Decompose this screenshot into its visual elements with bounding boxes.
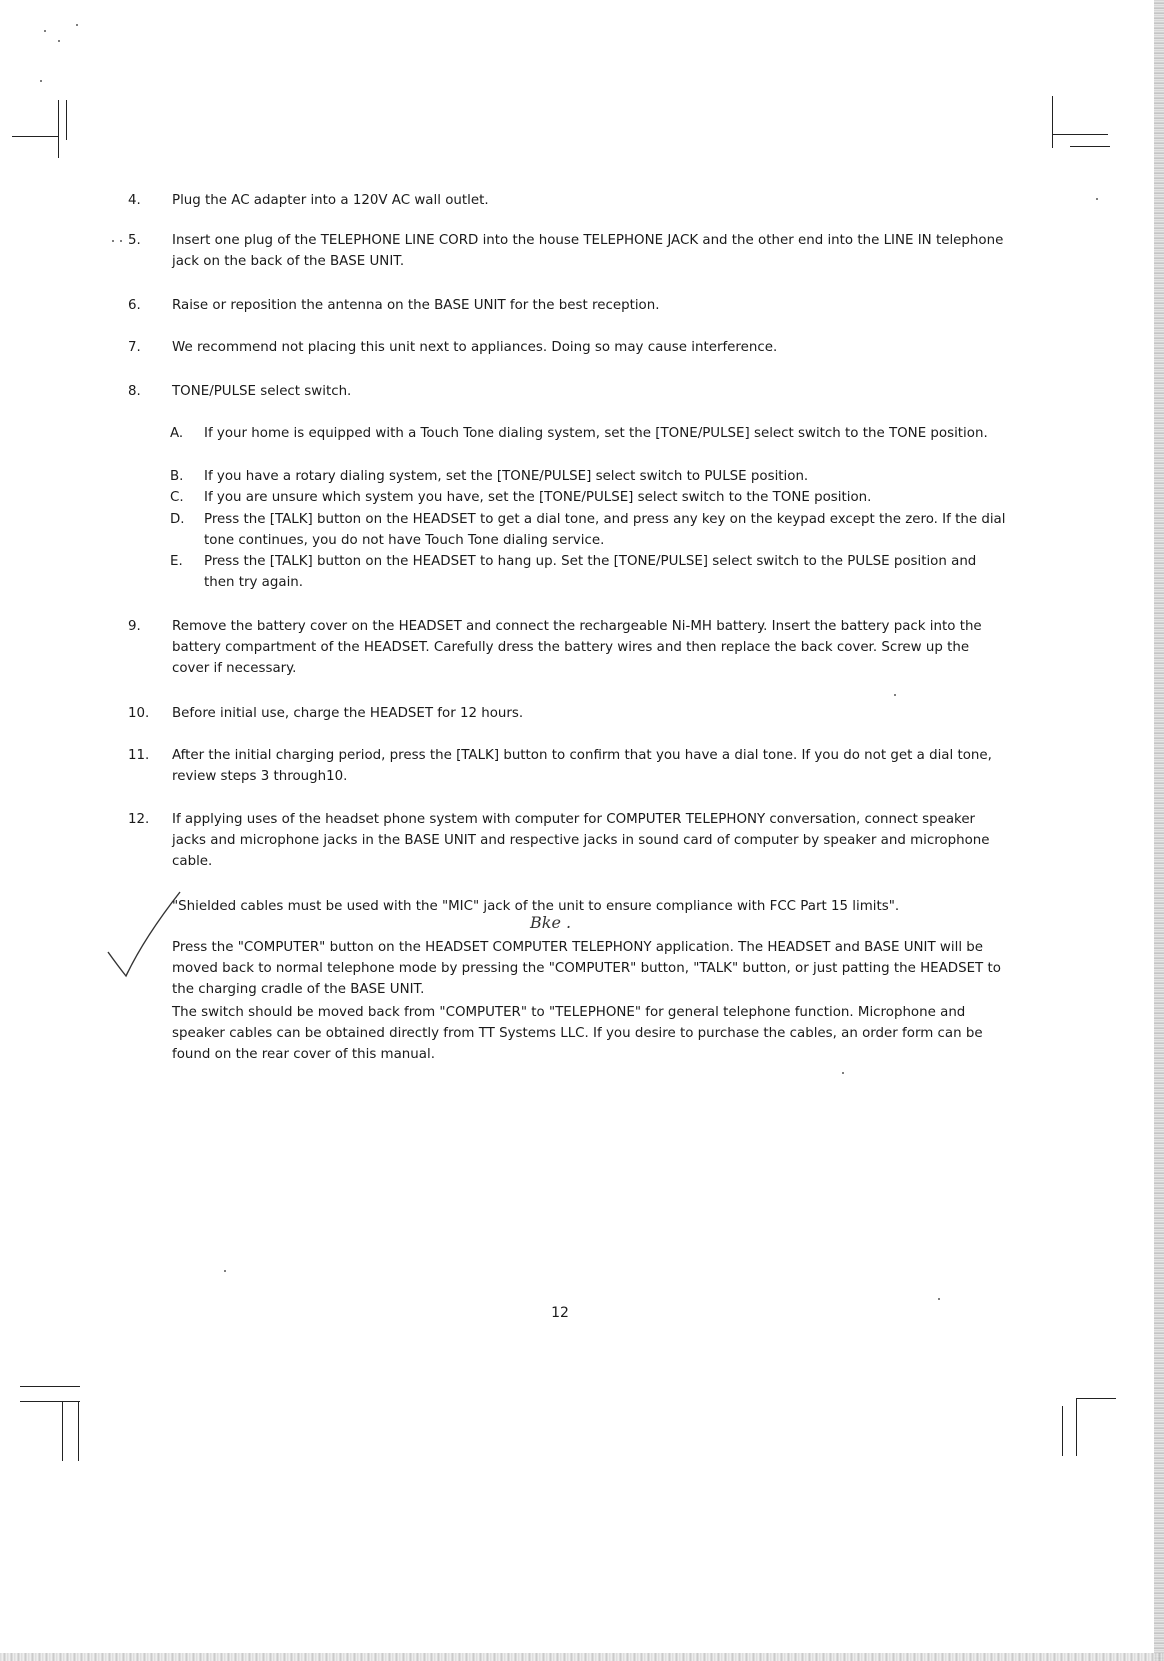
item-number: 11.: [128, 748, 150, 763]
sub-list-item: [170, 487, 1010, 508]
sub-item-letter: D.: [170, 512, 185, 527]
item-text: Before initial use, charge the HEADSET for 12 hours.: [172, 706, 524, 721]
sub-item-text: Press the [TALK] button on the HEADSET to hang up. Set the [TONE/PULSE] select switch to the PULSE position and then try again.: [204, 554, 977, 590]
item-number: 10.: [128, 706, 150, 721]
crop-mark-top-left: [66, 100, 67, 140]
item-text: After the initial charging period, press the [TALK] button to confirm that you have a dial tone. If you do not get a dial tone, review steps 3 through10.: [172, 748, 992, 784]
scan-edge-bottom: [0, 1653, 1164, 1661]
sub-list-item: [170, 509, 1010, 551]
scan-speck: [58, 40, 60, 42]
crop-mark-bottom-left: [78, 1401, 79, 1461]
list-item: [128, 381, 1008, 402]
sub-list-item: [170, 551, 1010, 593]
scan-speck: [938, 1298, 940, 1300]
scan-speck: [120, 240, 122, 242]
crop-mark-top-right: [1070, 146, 1110, 147]
list-item: [128, 190, 1008, 211]
list-item: [128, 745, 1008, 787]
crop-mark-bottom-right: [1062, 1406, 1063, 1456]
sub-item-letter: B.: [170, 469, 184, 484]
sub-item-letter: E.: [170, 554, 183, 569]
scan-speck: [76, 24, 78, 26]
handwritten-annotation: Bke .: [530, 913, 572, 932]
item-number: 7.: [128, 340, 141, 355]
list-item: [128, 809, 1008, 872]
item-number: 6.: [128, 298, 141, 313]
scan-speck: [1096, 198, 1098, 200]
item-number: 8.: [128, 384, 141, 399]
scan-edge: [1154, 0, 1164, 1661]
scan-speck: [112, 240, 114, 242]
scan-speck: [224, 1270, 226, 1272]
crop-mark-top-right: [1052, 96, 1053, 148]
scan-speck: [894, 694, 896, 696]
crop-mark-bottom-left: [62, 1401, 63, 1461]
list-item: [128, 230, 1008, 272]
crop-mark-bottom-right: [1076, 1398, 1116, 1399]
switch-note: The switch should be moved back from "COMPUTER" to "TELEPHONE" for general telephone function. Microphone and speaker cables can be obtained directly from TT Systems LLC. If you desire to purchase the cables, an order form can be found on the rear cover of this manual.: [172, 1005, 983, 1062]
crop-mark-bottom-right: [1076, 1398, 1077, 1456]
crop-mark-bottom-left: [20, 1401, 80, 1402]
sub-list-item: [170, 466, 1010, 487]
list-item: [128, 616, 1008, 679]
sub-item-text: Press the [TALK] button on the HEADSET to get a dial tone, and press any key on the keypad except the zero. If the dial tone continues, you do not have Touch Tone dialing service.: [204, 512, 1006, 548]
item-text: Insert one plug of the TELEPHONE LINE CORD into the house TELEPHONE JACK and the other end into the LINE IN telephone jack on the back of the BASE UNIT.: [172, 233, 1004, 269]
list-item: [128, 337, 1008, 358]
list-item: [128, 295, 1008, 316]
shielded-cable-note: "Shielded cables must be used with the "MIC" jack of the unit to ensure compliance with FCC Part 15 limits".: [172, 899, 900, 914]
scan-speck: [44, 30, 46, 32]
checkmark-icon: [104, 888, 184, 998]
sub-item-text: If your home is equipped with a Touch Tone dialing system, set the [TONE/PULSE] select switch to the TONE position.: [204, 426, 988, 441]
item-number: 5.: [128, 233, 141, 248]
scan-speck: [40, 80, 42, 82]
computer-button-note: Press the "COMPUTER" button on the HEADSET COMPUTER TELEPHONY application. The HEADSET and BASE UNIT will be moved back to normal telephone mode by pressing the "COMPUTER" button, "TALK" button, or just patting the HEADSET to the charging cradle of the BASE UNIT.: [172, 940, 1001, 997]
crop-mark-bottom-left: [20, 1386, 80, 1387]
list-item: [128, 703, 1008, 724]
sub-item-text: If you are unsure which system you have, set the [TONE/PULSE] select switch to the TONE position.: [204, 490, 872, 505]
item-text: Remove the battery cover on the HEADSET and connect the rechargeable Ni-MH battery. Insert the battery pack into the battery compartment of the HEADSET. Carefully dress the battery wires and then replace the back cover. Screw up the cover if necessary.: [172, 619, 982, 676]
sub-item-letter: A.: [170, 426, 184, 441]
item-number: 4.: [128, 193, 141, 208]
sub-list-item: [170, 423, 1010, 444]
item-number: 9.: [128, 619, 141, 634]
page-number: 12: [551, 1305, 569, 1321]
crop-mark-top-left: [58, 100, 59, 158]
scan-speck: [842, 1072, 844, 1074]
item-text: We recommend not placing this unit next to appliances. Doing so may cause interference.: [172, 340, 778, 355]
crop-mark-top-right: [1052, 134, 1108, 135]
item-number: 12.: [128, 812, 150, 827]
sub-item-letter: C.: [170, 490, 184, 505]
item-text: Plug the AC adapter into a 120V AC wall outlet.: [172, 193, 489, 208]
item-text: TONE/PULSE select switch.: [172, 384, 352, 399]
sub-item-text: If you have a rotary dialing system, set the [TONE/PULSE] select switch to PULSE position.: [204, 469, 809, 484]
item-text: If applying uses of the headset phone system with computer for COMPUTER TELEPHONY conversation, connect speaker jacks and microphone jacks in the BASE UNIT and respective jacks in sound card of computer by speaker and microphone cable.: [172, 812, 990, 869]
item-text: Raise or reposition the antenna on the BASE UNIT for the best reception.: [172, 298, 660, 313]
crop-mark-top-left: [12, 136, 58, 137]
